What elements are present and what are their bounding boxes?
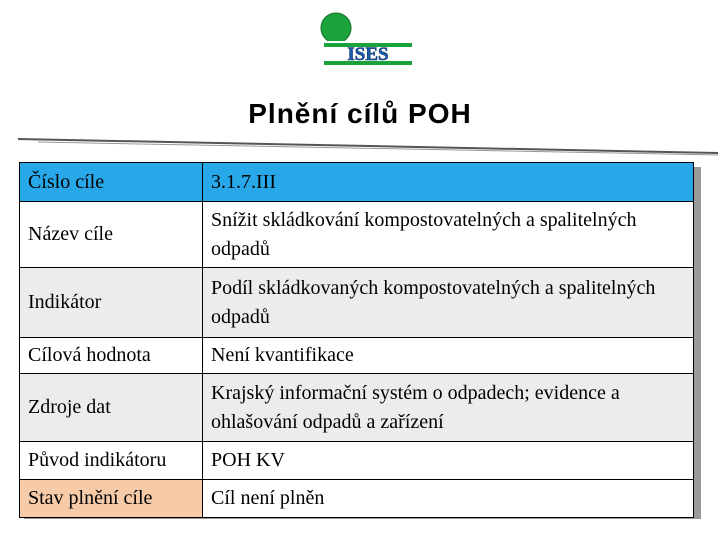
status-value: Cíl není plněn	[203, 480, 694, 518]
goal-table	[19, 162, 694, 518]
row-value: Snížit skládkování kompostovatelných a spalitelných odpadů	[203, 202, 694, 268]
ises-logo	[318, 10, 418, 78]
row-value: POH KV	[203, 442, 694, 480]
table-row	[20, 202, 694, 268]
table-row	[20, 374, 694, 442]
row-value: Není kvantifikace	[203, 338, 694, 374]
title-underline	[18, 138, 718, 158]
row-value: 3.1.7.III	[203, 163, 694, 202]
row-label: Zdroje dat	[20, 374, 203, 442]
table-row	[20, 442, 694, 480]
logo-text: ISES	[347, 44, 389, 65]
table-row	[20, 268, 694, 338]
page-title: Plnění cílů POH	[248, 98, 472, 129]
row-label: Indikátor	[20, 268, 203, 338]
row-value: Podíl skládkovaných kompostovatelných a spalitelných odpadů	[203, 268, 694, 338]
table-row	[20, 338, 694, 374]
table-row	[20, 480, 694, 518]
row-value: Krajský informační systém o odpadech; evidence a ohlašování odpadů a zařízení	[203, 374, 694, 442]
row-label: Cílová hodnota	[20, 338, 203, 374]
table-row	[20, 163, 694, 202]
row-label: Název cíle	[20, 202, 203, 268]
row-label: Číslo cíle	[20, 163, 203, 202]
row-label: Původ indikátoru	[20, 442, 203, 480]
status-label: Stav plnění cíle	[20, 480, 203, 518]
